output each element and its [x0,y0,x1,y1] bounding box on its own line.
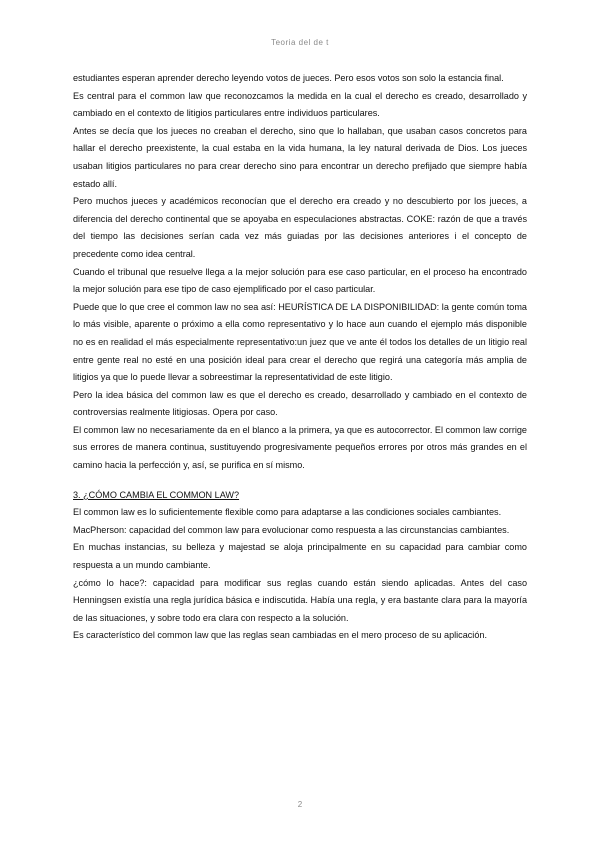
paragraph: En muchas instancias, su belleza y majestad se aloja principalmente en su capacidad para cambiar como respuesta a un mundo cambiante. [73,542,527,571]
paragraph: El common law no necesariamente da en el blanco a la primera, ya que es autocorrector. El common law corrige sus errores de manera continua, sustituyendo progresivamente pequeños errores por otros más grandes en el camino hacia la perfección y, así, se purifica en sí mismo. [73,424,527,471]
paragraph: ¿cómo lo hace?: capacidad para modificar sus reglas cuando están siendo aplicadas. Antes del caso Henningsen existía una regla jurídica básica e indiscutida. Había una regla, y era bastante clara para la mayoría de las situaciones, y sobre todo era clara con respecto a la solución. [73,577,527,623]
paragraph: MacPherson: capacidad del common law para evolucionar como respuesta a las circunstancias cambiantes. [73,524,510,535]
paragraph: Pero la idea básica del common law es que el derecho es creado, desarrollado y cambiado en el contexto de controversias realmente litigiosas. Opera por caso. [73,389,527,418]
paragraph: El common law es lo suficientemente flexible como para adaptarse a las condiciones sociales cambiantes. [73,507,502,518]
paragraph: Es característico del common law que las reglas sean cambiadas en el mero proceso de su aplicación. [73,630,487,641]
paragraph: Pero muchos jueces y académicos reconocían que el derecho era creado y no descubierto por los jueces, a diferencia del derecho continental que se apoyaba en especulaciones abstractas. COKE: razón de que a través del tiempo las decisiones serían cada vez más guiadas por las decisiones anteriores i el concepto de precedente como idea central. [73,196,527,259]
section-heading: 3. ¿CÓMO CAMBIA EL COMMON LAW? [73,489,240,500]
paragraph: Puede que lo que cree el common law no sea así: HEURÍSTICA DE LA DISPONIBILIDAD: la gente común toma lo más visible, aparente o próximo a ella como representativo y lo hace aun cuando el ejemplo más disponible no es en realidad el más especialmente representativo:un juez que ve ante él todos los detalles de un litigio real entre gente real no esté en una posición ideal para crear el derecho que regirá una categoría más amplia de litigios ya que lo puede llevar a sobreestimar la representatividad de este litigio. [73,301,527,383]
page-header: Teoria del de t [271,38,329,47]
paragraph: estudiantes esperan aprender derecho leyendo votos de jueces. Pero esos votos son solo la estancia final. [73,73,504,83]
paragraph: Antes se decía que los jueces no creaban el derecho, sino que lo hallaban, que usaban casos concretos para hallar el derecho preexistente, la cual estaba en la vida humana, la ley natural derivada de Dios. Los jueces usaban litigios particulares no para crear derecho sino para encontrar un derecho prefijado que siempre había estado allí. [73,125,527,189]
page-number: 2 [297,800,303,809]
paragraph: Cuando el tribunal que resuelve llega a la mejor solución para ese caso particular, en el proceso ha encontrado la mejor solución para ese tipo de caso ejemplificado por el caso particular. [73,266,527,295]
document-body [73,70,527,645]
paragraph: Es central para el common law que reconozcamos la medida en la cual el derecho es creado, desarrollado y cambiado en el contexto de litigios particulares entre individuos particulares. [73,90,527,119]
